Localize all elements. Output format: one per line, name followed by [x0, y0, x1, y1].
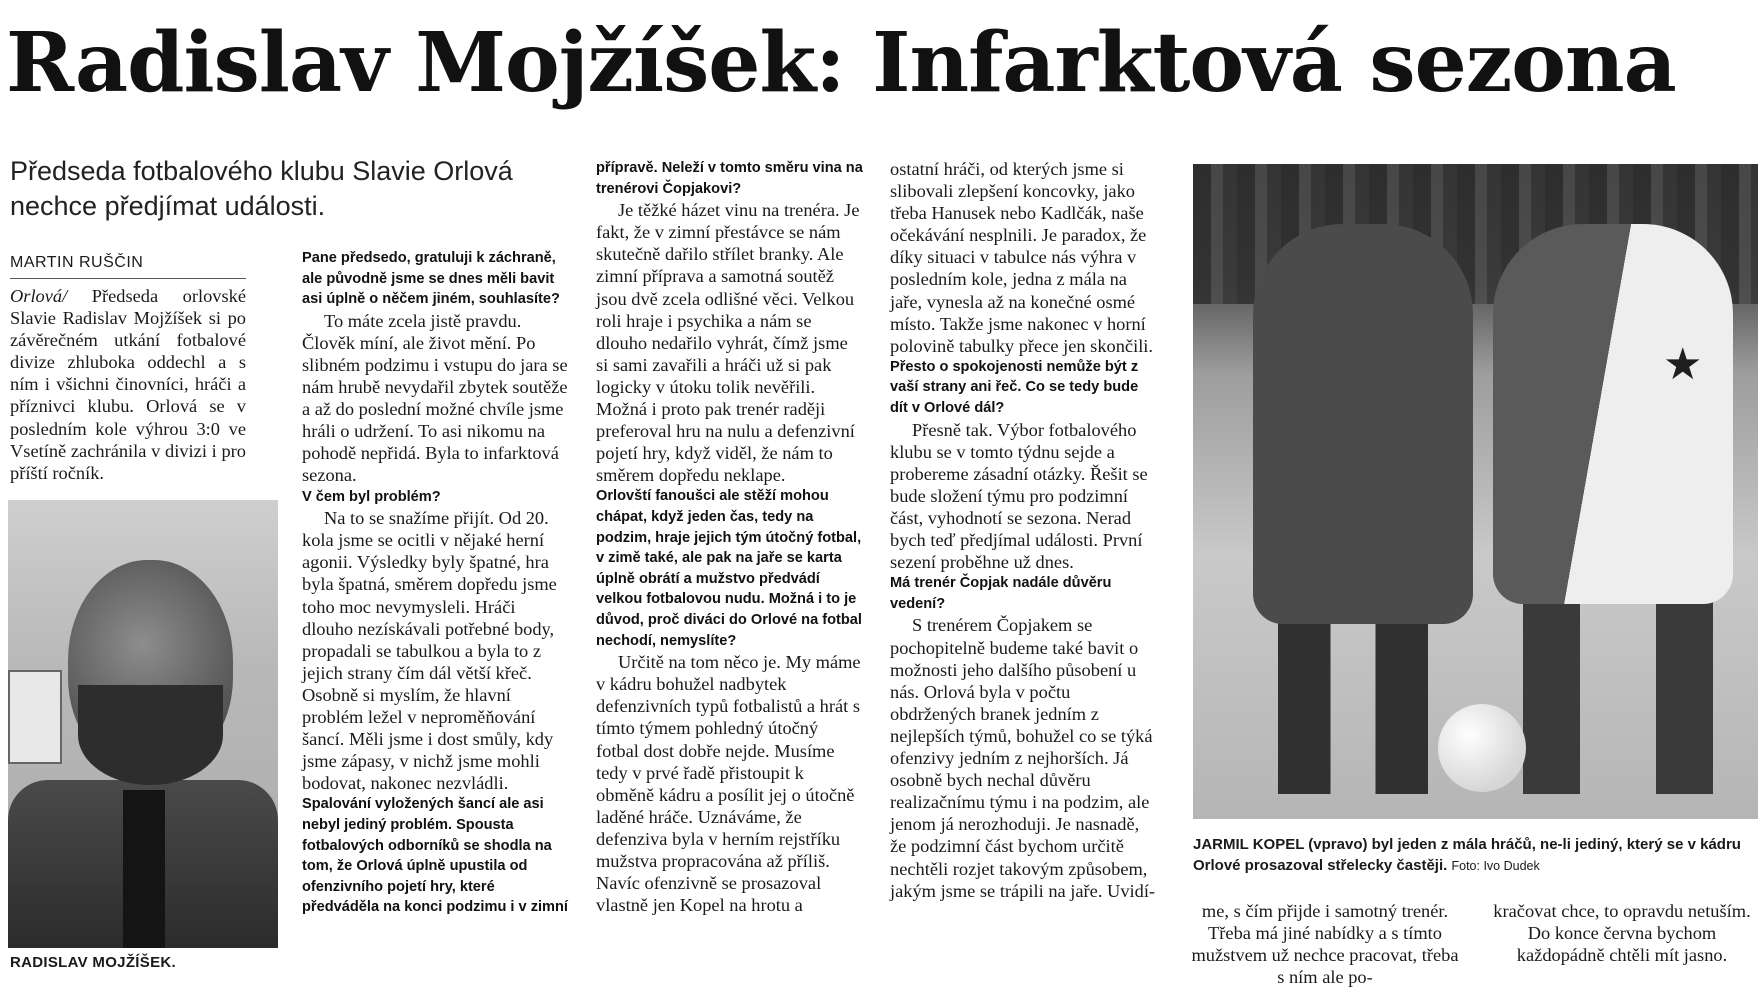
photo-credit: Foto: Ivo Dudek: [1451, 859, 1540, 873]
answer-6-part-2: me, s čím přijde i samotný trenér. Třeba má jiné nabídky a s tímto mužstvem už nechce pracovat, třeba s ním ale po-: [1191, 901, 1459, 988]
answer-2: Na to se snažíme přijít. Od 20. kola jsme se ocitli v nějaké herní agonii. Výsledky byly špatné, hra byla špatná, směrem dopředu jsme toho moc nevymysleli. Hráči dlouho nezískávali potřebné body, propadali se tabulkou a byla to z jejich strany čím dál větší křeč. Osobně si myslím, že hlavní problém ležel v neproměňování šancí. Měli jsme i dost smůly, kdy jsme zápasy, v nichž jsme mohli bodovat, nakonec nezvládli.: [302, 508, 557, 794]
deck: Předseda fotbalového klubu Slavie Orlová nechce předjímat události.: [10, 156, 513, 221]
question-3-part-2: přípravě. Neleží v tomto směru vina na trenérovi Čopjakovi?: [596, 160, 863, 197]
question-1: Pane předsedo, gratuluji k záchraně, ale původně jsme se dnes měli bavit asi úplně o něčem jiném, souhlasíte?: [302, 250, 560, 308]
match-photo: [1193, 164, 1758, 819]
question-6: Má trenér Čopjak nadále důvěru vedení?: [890, 575, 1112, 612]
question-5: Přesto o spokojenosti nemůže být z vaší strany ani řeč. Co se tedy bude dít v Orlové dál?: [890, 358, 1139, 417]
answer-1: To máte zcela jistě pravdu. Člověk míní, ale život mění. Po slibném podzimu i vstupu do jara se nám hrubě nevydařil zbytek soutěže a až do poslední možné chvíle jsme hráli o udržení. To asi nikomu na pohodě nepřidá. Byla to infarktová sezona.: [302, 310, 568, 486]
player-left-legs: [1278, 594, 1428, 794]
player-left: [1253, 224, 1473, 624]
player-right: [1493, 224, 1733, 604]
column-6: [1486, 900, 1758, 966]
lead-text: Předseda orlovské Slavie Radislav Mojžíšek si po závěrečném utkání fotbalové divize zhluboka oddechl a s ním i všichni činovníci, hráči a příznivci klubu. Orlová se v posledním kole výhrou 3:0 ve Vsetíně zachránila v divizi i pro příští ročník.: [10, 286, 246, 483]
portrait-beard: [78, 685, 223, 785]
jersey-star-icon: ★: [1663, 339, 1703, 390]
answer-3: Je těžké házet vinu na trenéra. Je fakt, že v zimní přestávce se nám skutečně dařilo střílet branky. Ale zimní příprava a samotná soutěž jsou dvě zcela odlišné věci. Velkou roli hraje i psychika a nám se dlouho nedařilo vyhrát, čímž jsme si sami zavařili a hráči už si pak logicky v útoku tolik nevěřili. Možná i proto pak trenér raději preferoval hru na nulu a defenzivní pojetí hry, když viděl, že nám to směrem dopředu neklape.: [596, 200, 860, 486]
answer-4-part-1: Určitě na tom něco je. My máme v kádru bohužel nadbytek defenzivních typů fotbalistů a hrát s tímto týmem pohledný útočný fotbal dost dobře nejde. Musíme tedy v prvé řadě přistoupit k obměně kádru a posílit jej o útočně laděné hráče. Uznáváme, že defenziva byla v herním rejstříku mužstva propracována až příliš. Navíc ofenzivně se prosazoval vlastně jen Kopel na hrotu a: [596, 652, 861, 916]
answer-6-part-1: S trenérem Čopjakem se pochopitelně budeme také bavit o možnosti jeho dalšího působení u nás. Orlová byla v počtu obdržených branek jedním z nejlepších týmů, bohužel co se týká ofenzivy jedním z nejhorších. Já osobně bych nechal důvěru realizačnímu týmu i na podzim, ale jenom já nerozhoduji. Je nasnadě, že podzimní část bychom určitě nechtěli rozjet takovým způsobem, jakým jsme se trápili na jaře. Uvidí-: [890, 615, 1156, 901]
player-right-legs: [1523, 584, 1713, 794]
portrait-photo: [8, 500, 278, 948]
question-2: V čem byl problém?: [302, 488, 441, 505]
answer-4-part-2: ostatní hráči, od kterých jsme si slibovali zlepšení koncovky, jako třeba Hanusek nebo Kadlčák, naše očekávání nesplnili. Je paradox, že díky situaci v tabulce nás výhra v posledním kole, jedna z mála na jaře, vynesla až na konečné osmé místo. Takže jsme nakonec v horní polovině tabulky přece jen skončili.: [890, 159, 1154, 356]
dateline: Orlová/: [10, 286, 68, 306]
portrait-tie: [123, 790, 165, 948]
question-4: Orlovští fanoušci ale stěží mohou chápat, když jeden čas, tedy na podzim, hraje jejich tým útočný fotbal, v zimě také, ale pak na jaře se karta úplně obrátí a mužstvo předvádí velkou fotbalovou nudu. Možná i to je důvod, proč diváci do Orlové na fotbal nechodí, nemyslíte?: [596, 488, 862, 649]
football: [1438, 704, 1526, 792]
column-3: [596, 158, 864, 916]
portrait-background-panel: [8, 670, 62, 764]
lead-paragraph: [10, 285, 246, 484]
column-5: [1190, 900, 1460, 988]
question-3-part-1: Spalování vyložených šancí ale asi nebyl jediný problém. Spousta fotbalových odborníků se shodla na tom, že Orlová úplně upustila od ofenzivního pojetí hry, které předváděla na konci podzimu i v zimní: [302, 796, 568, 916]
byline: MARTIN RUŠČIN: [10, 254, 246, 279]
photo-caption-text: JARMIL KOPEL (vpravo) byl jeden z mála hráčů, ne-li jediný, který se v kádru Orlové prosazoval střelecky častěji.: [1193, 836, 1741, 874]
portrait-caption: RADISLAV MOJŽÍŠEK.: [10, 954, 176, 971]
answer-6-part-3: kračovat chce, to opravdu netuším. Do konce června bychom každopádně chtěli mít jasno.: [1493, 901, 1751, 966]
column-4: [890, 158, 1160, 902]
answer-5: Přesně tak. Výbor fotbalového klubu se v tomto týdnu sejde a probereme zásadní otázky. Řešit se bude složení týmu pro podzimní část, vyhodnotí se sezona. Nerad bych teď předjímal události. První sezení proběhne už dnes.: [890, 419, 1148, 573]
headline: Radislav Mojžíšek: Infarktová sezona: [6, 15, 1676, 111]
photo-caption: [1193, 834, 1758, 877]
column-2: [302, 248, 568, 918]
